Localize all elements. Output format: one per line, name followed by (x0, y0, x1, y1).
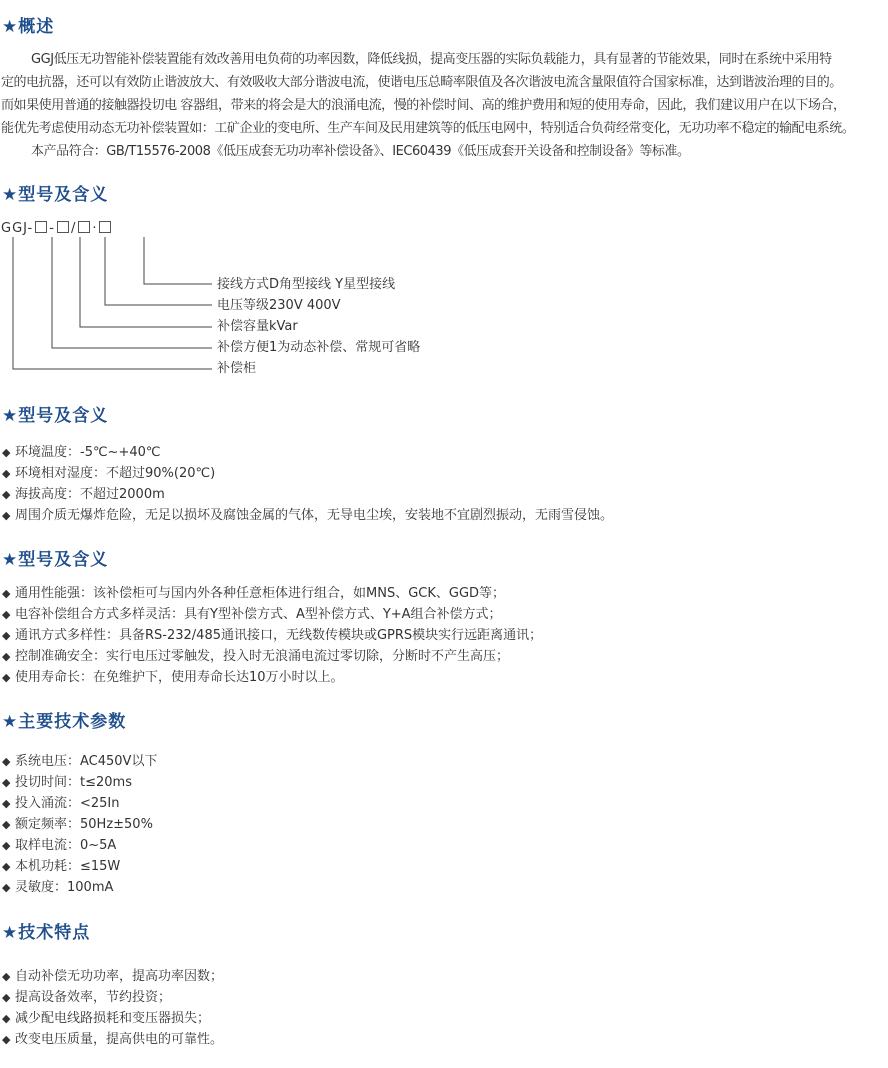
list-item: ◆ 本机功耗：≤15W (2, 856, 157, 877)
diamond-bullet-icon: ◆ (2, 881, 11, 894)
label-voltage: 电压等级230V 400V (217, 298, 341, 313)
list-item: ◆ 改变电压质量，提高供电的可靠性。 (2, 1029, 223, 1050)
diamond-bullet-icon: ◆ (2, 797, 11, 810)
list-item: ◆ 灵敏度：100mA (2, 877, 157, 898)
list-item: ◆ 通用性能强：该补偿柜可与国内外各种任意柜体进行组合，如MNS、GCK、GGD等； (2, 583, 542, 604)
overview-line-3: 而如果使用普通的接触器投切电 容器组，带来的将会是大的浪涌电流，慢的补偿时间、高的维护费用和短的使用寿命，因此，我们建议用户在以下场合， (1, 98, 846, 113)
section-title-performance: ★型号及含义 (2, 550, 109, 570)
diamond-bullet-icon: ◆ (2, 467, 11, 480)
specs-list (2, 751, 157, 898)
list-item: ◆ 通讯方式多样性：具备RS-232/485通讯接口，无线数传模块或GPRS模块实行远距离通讯； (2, 625, 542, 646)
diamond-bullet-icon: ◆ (2, 991, 11, 1004)
overview-line-4: 能优先考虑使用动态无功补偿装置如：工矿企业的变电所、生产车间及民用建筑等的低压电网中，特别适合负荷经常变化，无功功率不稳定的输配电系统。 (1, 121, 855, 136)
section-title-features: ★技术特点 (2, 923, 91, 943)
label-cabinet: 补偿柜 (217, 361, 257, 376)
diamond-bullet-icon: ◆ (2, 860, 11, 873)
label-compensation-mode: 补偿方便1为动态补偿、常规可省略 (217, 340, 421, 355)
section-title-specs: ★主要技术参数 (2, 712, 127, 732)
model-code: GGJ- - / · (1, 221, 113, 236)
list-item: ◆ 使用寿命长：在免维护下，使用寿命长达10万小时以上。 (2, 667, 542, 688)
label-wiring: 接线方式D角型接线 Y星型接线 (217, 277, 396, 292)
list-item: ◆ 环境相对湿度：不超过90%(20℃) (2, 463, 613, 484)
model-code-prefix: GGJ (1, 221, 28, 236)
diamond-bullet-icon: ◆ (2, 776, 11, 789)
section-title-environment: ★型号及含义 (2, 406, 109, 426)
features-list (2, 966, 223, 1050)
list-item: ◆ 取样电流：0~5A (2, 835, 157, 856)
list-item: ◆ 投切时间：t≤20ms (2, 772, 157, 793)
diamond-bullet-icon: ◆ (2, 587, 11, 600)
diamond-bullet-icon: ◆ (2, 671, 11, 684)
diamond-bullet-icon: ◆ (2, 755, 11, 768)
list-item: ◆ 周围介质无爆炸危险，无足以损坏及腐蚀金属的气体，无导电尘埃，安装地不宜剧烈振动，无雨雪侵蚀。 (2, 505, 613, 526)
standards-line: 本产品符合：GB/T15576-2008《低压成套无功功率补偿设备》、IEC60439《低压成套开关设备和控制设备》等标准。 (31, 144, 690, 159)
list-item: ◆ 投入涌流：<25In (2, 793, 157, 814)
diamond-bullet-icon: ◆ (2, 629, 11, 642)
diamond-bullet-icon: ◆ (2, 970, 11, 983)
overview-line-2: 定的电抗器，还可以有效防止谐波放大、有效吸收大部分谐波电流，使谐电压总畸率限值及各次谐波电流含量限值符合国家标准，达到谐波治理的目的。 (1, 75, 842, 90)
list-item: ◆ 减少配电线路损耗和变压器损失； (2, 1008, 223, 1029)
list-item: ◆ 控制准确安全：实行电压过零触发，投入时无浪涌电流过零切除，分断时不产生高压； (2, 646, 542, 667)
section-title-overview: ★概述 (2, 17, 55, 37)
list-item: ◆ 海拔高度：不超过2000m (2, 484, 613, 505)
label-capacity: 补偿容量kVar (217, 319, 298, 334)
list-item: ◆ 提高设备效率，节约投资； (2, 987, 223, 1008)
diamond-bullet-icon: ◆ (2, 1012, 11, 1025)
diamond-bullet-icon: ◆ (2, 509, 11, 522)
diamond-bullet-icon: ◆ (2, 818, 11, 831)
diamond-bullet-icon: ◆ (2, 446, 11, 459)
overview-line-1: GGJ低压无功智能补偿装置能有效改善用电负荷的功率因数，降低线损，提高变压器的实际负载能力，具有显著的节能效果，同时在系统中采用特 (31, 52, 832, 67)
list-item: ◆ 环境温度：-5℃~+40℃ (2, 442, 613, 463)
diamond-bullet-icon: ◆ (2, 839, 11, 852)
environment-list (2, 442, 613, 526)
list-item: ◆ 自动补偿无功功率，提高功率因数； (2, 966, 223, 987)
section-title-model: ★型号及含义 (2, 185, 109, 205)
diamond-bullet-icon: ◆ (2, 1033, 11, 1046)
performance-list (2, 583, 542, 688)
list-item: ◆ 系统电压：AC450V以下 (2, 751, 157, 772)
list-item: ◆ 额定频率：50Hz±50% (2, 814, 157, 835)
list-item: ◆ 电容补偿组合方式多样灵活：具有Y型补偿方式、A型补偿方式、Y+A组合补偿方式； (2, 604, 542, 625)
diamond-bullet-icon: ◆ (2, 608, 11, 621)
diamond-bullet-icon: ◆ (2, 650, 11, 663)
diamond-bullet-icon: ◆ (2, 488, 11, 501)
